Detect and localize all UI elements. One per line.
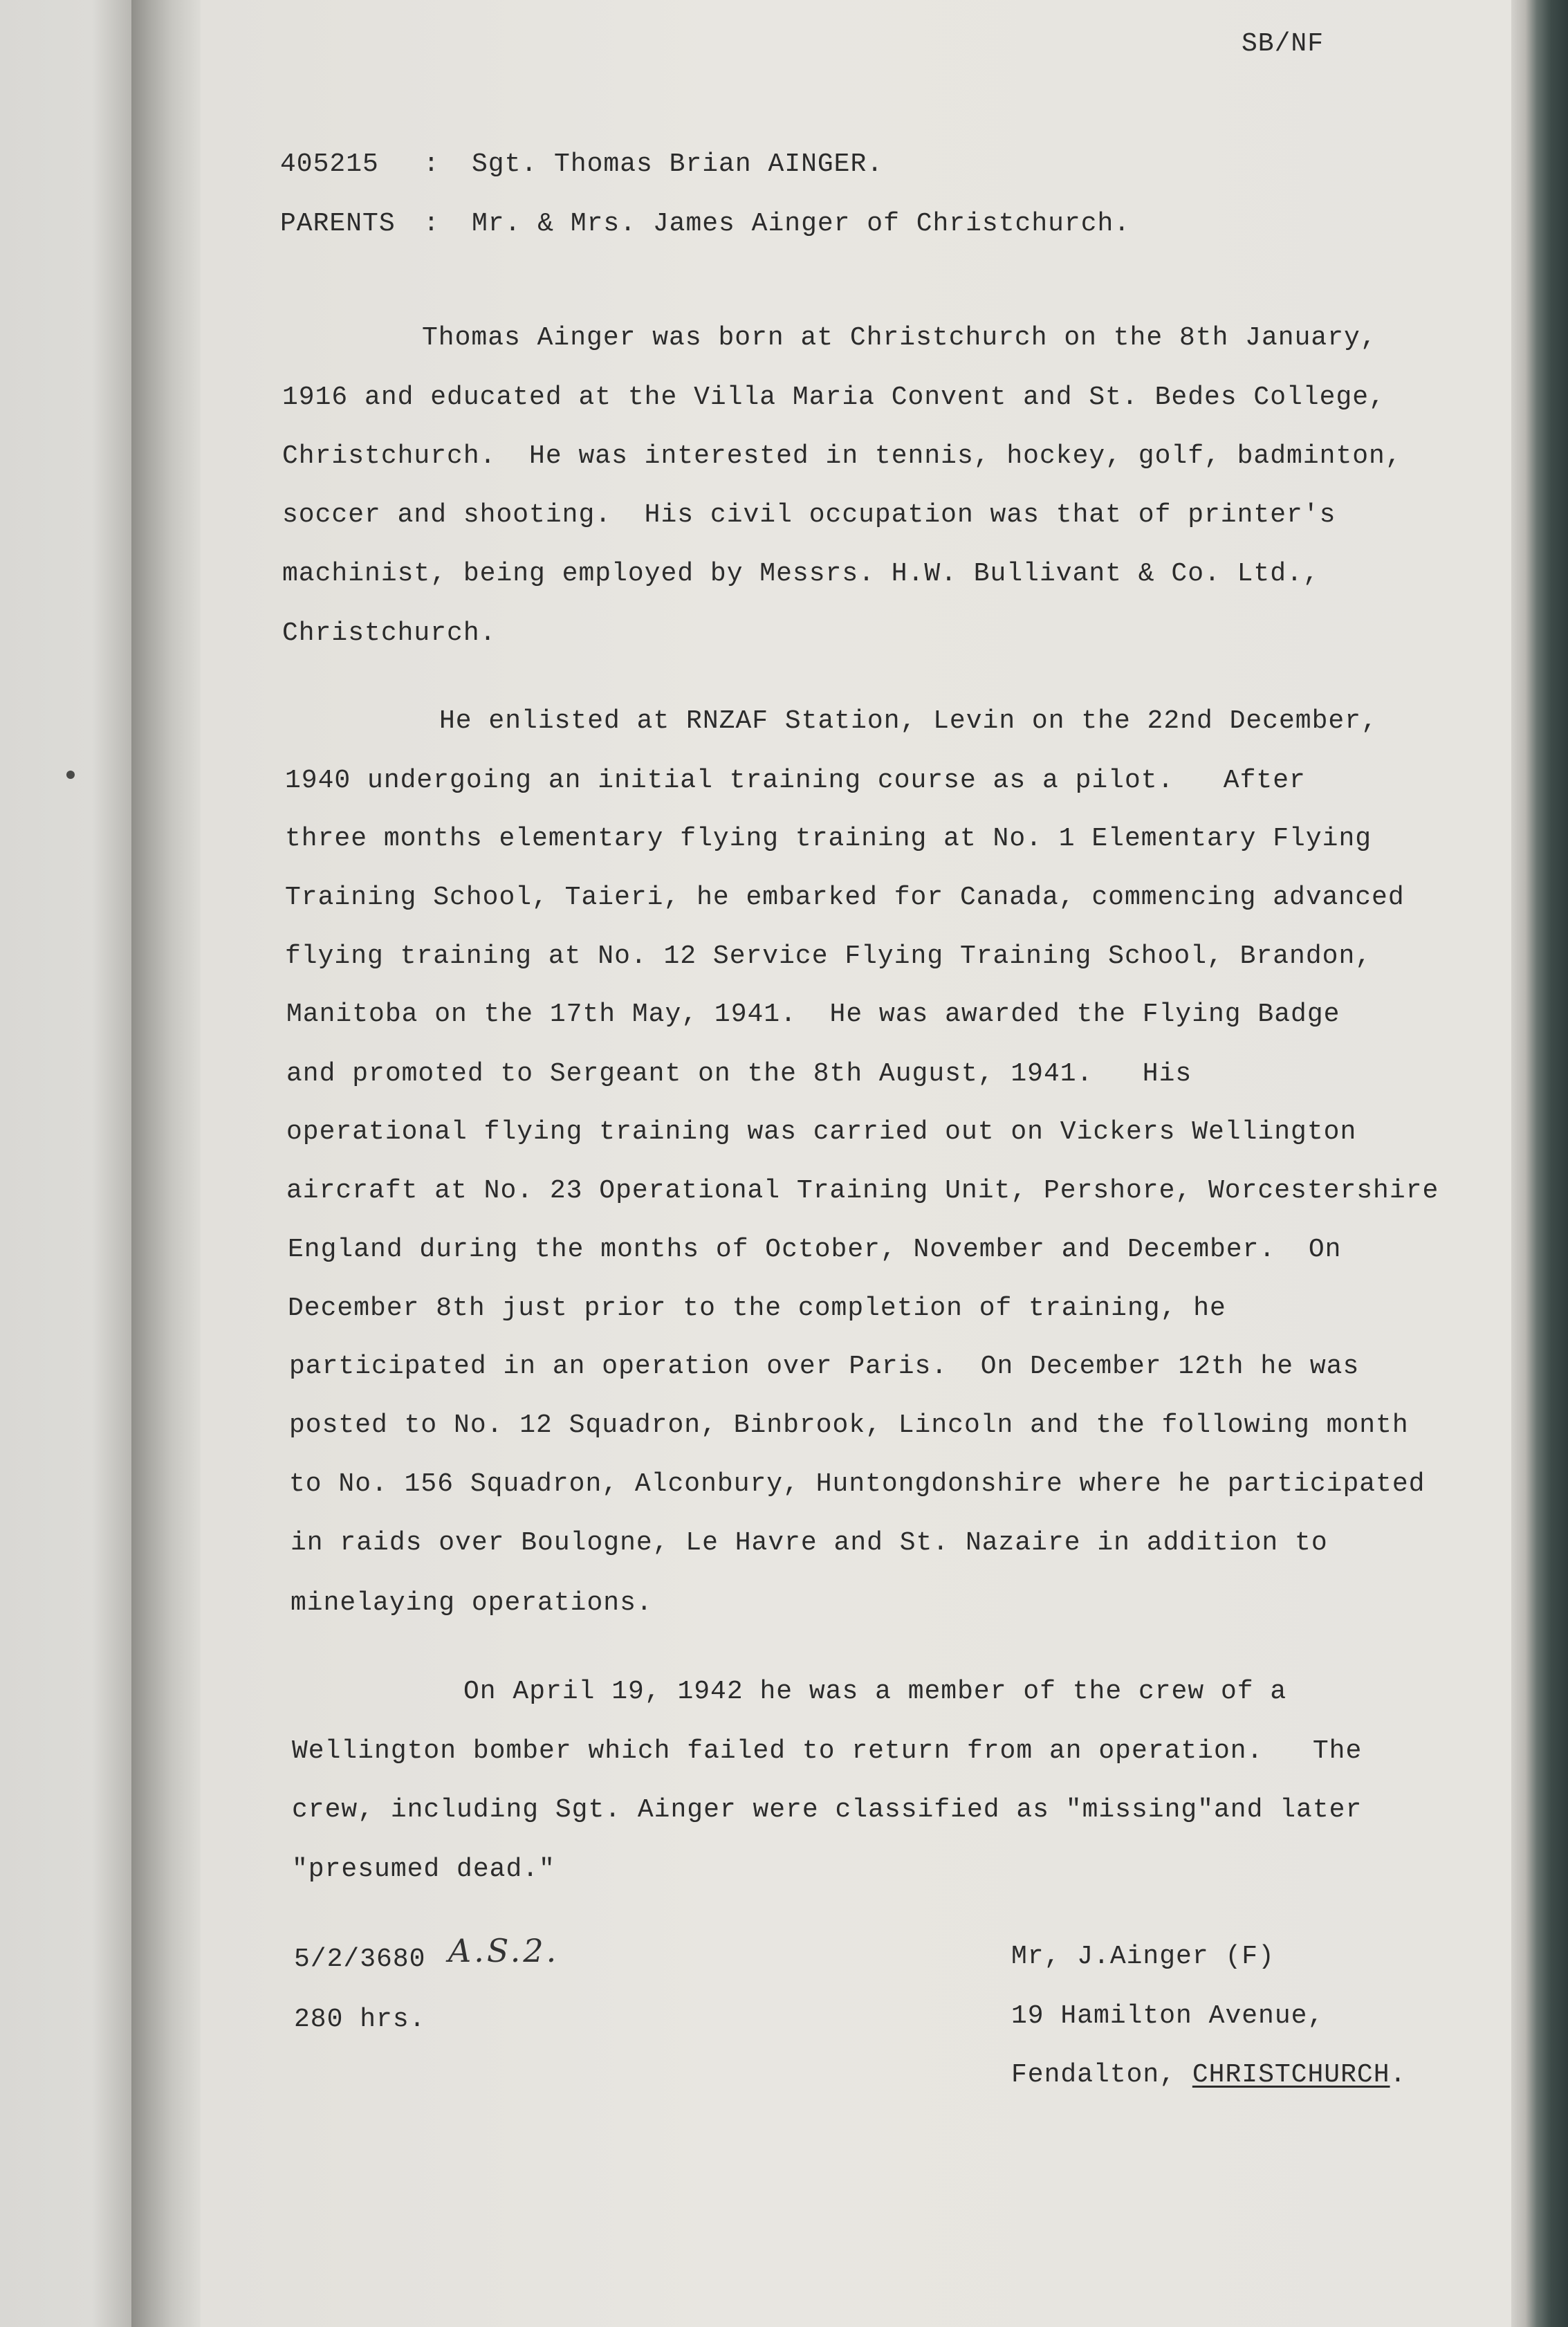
addressee-name: Mr, J.Ainger (F) xyxy=(1011,1942,1275,1971)
body-line: aircraft at No. 23 Operational Training Unit, Pershore, Worcestershire xyxy=(286,1176,1439,1206)
address-street: 19 Hamilton Avenue, xyxy=(1011,2001,1325,2031)
body-line: crew, including Sgt. Ainger were classified as "missing"and later xyxy=(292,1795,1363,1825)
body-line: Training School, Taieri, he embarked for Canada, commencing advanced xyxy=(285,883,1405,912)
body-line: Thomas Ainger was born at Christchurch on the 8th January, xyxy=(422,323,1377,353)
punch-hole xyxy=(66,771,75,779)
parents-value: Mr. & Mrs. James Ainger of Christchurch. xyxy=(472,209,1131,239)
facing-page xyxy=(0,0,131,2327)
parents-label: PARENTS xyxy=(280,209,396,239)
body-line: Wellington bomber which failed to return from an operation. The xyxy=(292,1736,1363,1766)
address-end: . xyxy=(1390,2060,1407,2090)
body-line: participated in an operation over Paris. On December 12th he was xyxy=(289,1352,1360,1381)
body-line: to No. 156 Squadron, Alconbury, Huntongdonshire where he participated xyxy=(289,1469,1426,1499)
separator: : xyxy=(423,209,440,239)
reference-code: SB/NF xyxy=(1242,29,1325,59)
service-number: 405215 xyxy=(280,149,379,179)
body-line: He enlisted at RNZAF Station, Levin on the 22nd December, xyxy=(439,706,1378,736)
body-line: Christchurch. He was interested in tennis, hockey, golf, badminton, xyxy=(282,441,1402,471)
body-line: 1940 undergoing an initial training course as a pilot. After xyxy=(285,766,1306,795)
body-line: and promoted to Sergeant on the 8th August, 1941. His xyxy=(286,1059,1192,1089)
hours-flown: 280 hrs. xyxy=(294,2005,426,2034)
body-line: flying training at No. 12 Service Flying Training School, Brandon, xyxy=(285,941,1372,971)
separator: : xyxy=(423,149,440,179)
body-line: three months elementary flying training at No. 1 Elementary Flying xyxy=(285,824,1372,854)
book-gutter xyxy=(131,0,201,2327)
body-line: posted to No. 12 Squadron, Binbrook, Lincoln and the following month xyxy=(289,1410,1409,1440)
handwritten-annotation: A.S.2. xyxy=(448,1932,560,1969)
body-line: operational flying training was carried out on Vickers Wellington xyxy=(286,1117,1357,1147)
airman-name: Sgt. Thomas Brian AINGER. xyxy=(472,149,884,179)
body-line: England during the months of October, November and December. On xyxy=(288,1235,1342,1264)
body-line: Manitoba on the 17th May, 1941. He was awarded the Flying Badge xyxy=(286,1000,1340,1029)
body-line: 1916 and educated at the Villa Maria Convent and St. Bedes College, xyxy=(282,383,1385,412)
address-suburb: Fendalton, xyxy=(1011,2060,1177,2090)
body-line: Christchurch. xyxy=(282,618,497,648)
body-line: "presumed dead." xyxy=(292,1855,555,1884)
address-line xyxy=(1011,2060,1406,2090)
body-line: December 8th just prior to the completion of training, he xyxy=(288,1294,1226,1323)
book-edge xyxy=(1511,0,1568,2327)
file-reference: 5/2/3680 xyxy=(294,1944,426,1974)
body-line: in raids over Boulogne, Le Havre and St. Nazaire in addition to xyxy=(290,1528,1328,1558)
body-line: soccer and shooting. His civil occupation was that of printer's xyxy=(282,500,1336,530)
body-line: On April 19, 1942 he was a member of the crew of a xyxy=(463,1677,1287,1707)
body-line: minelaying operations. xyxy=(290,1588,653,1618)
address-city: CHRISTCHURCH xyxy=(1192,2060,1390,2090)
body-line: machinist, being employed by Messrs. H.W. Bullivant & Co. Ltd., xyxy=(282,559,1320,589)
